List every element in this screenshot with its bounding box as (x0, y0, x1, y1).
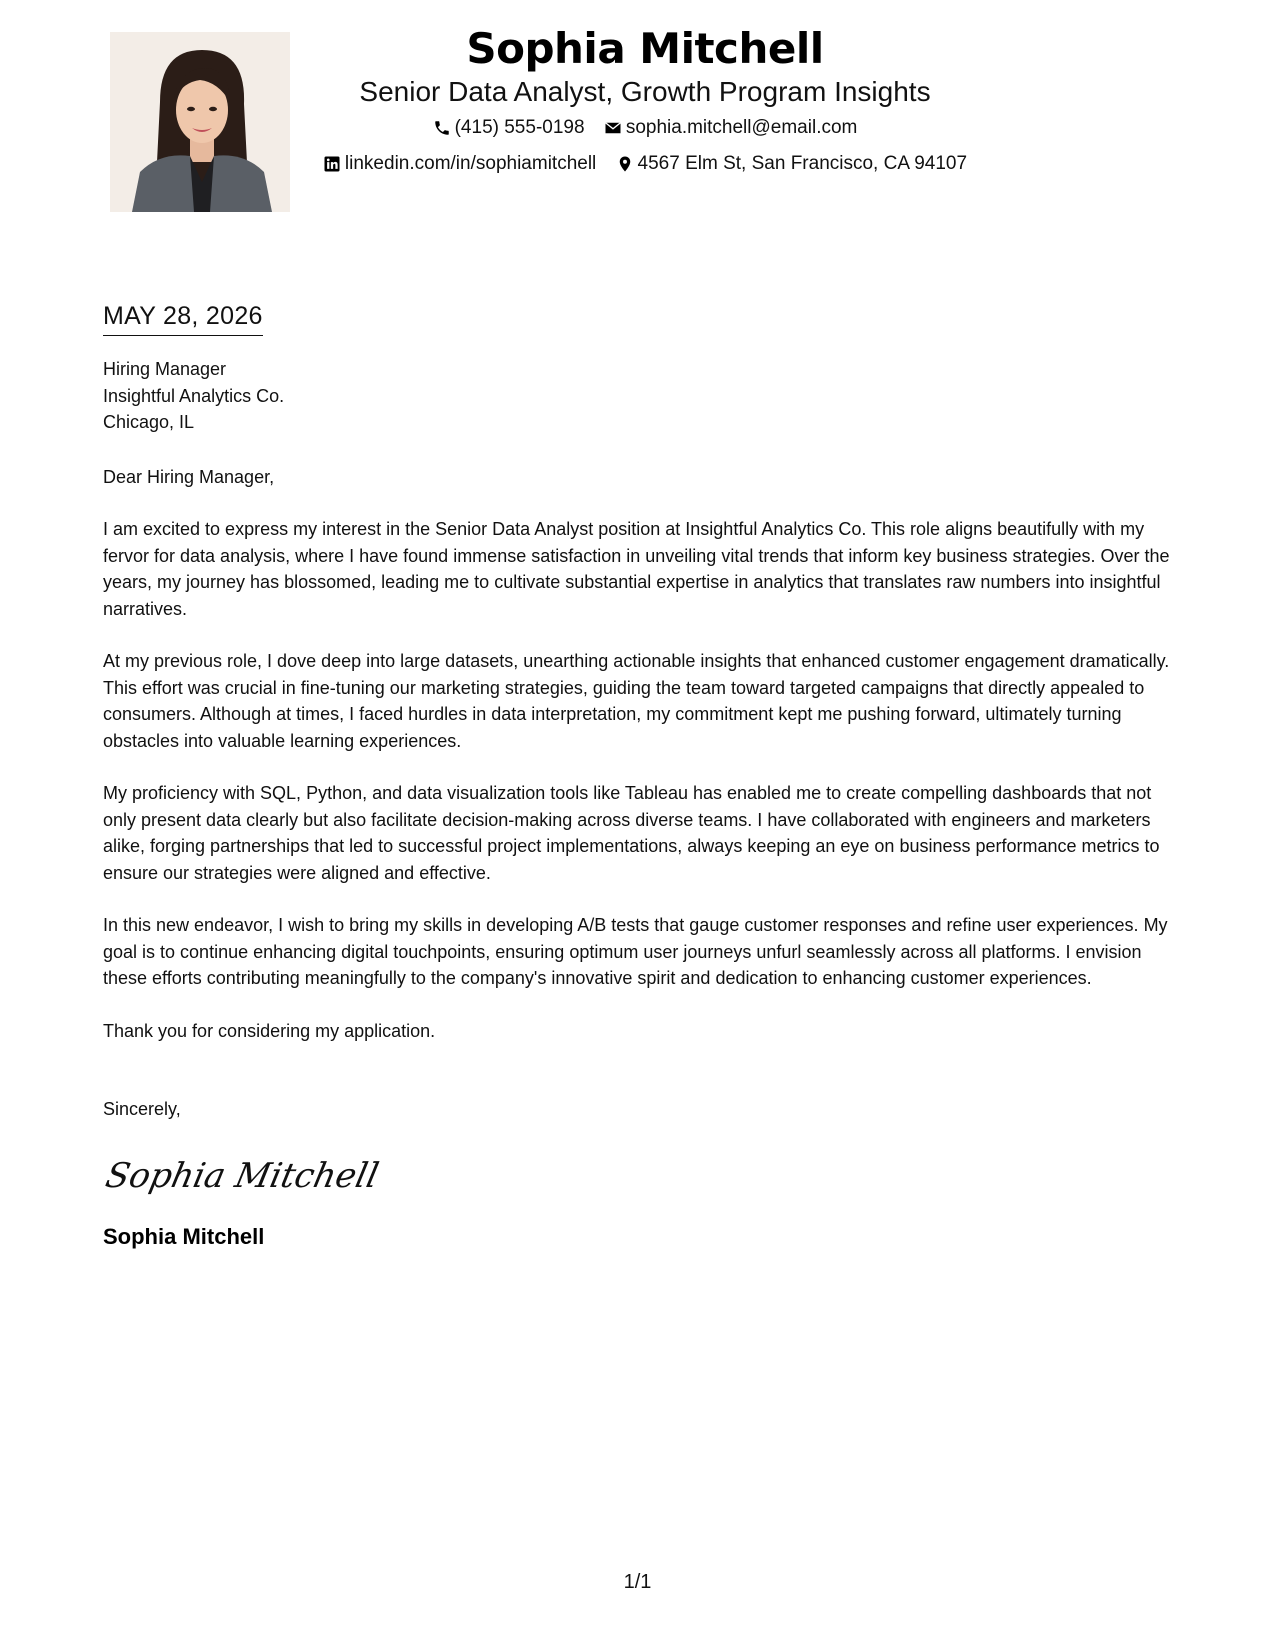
contact-row-primary (300, 116, 990, 144)
header (300, 20, 990, 180)
address-text: 4567 Elm St, San Francisco, CA 94107 (637, 153, 968, 174)
svg-text:Sophia Mitchell: Sophia Mitchell (102, 1155, 383, 1196)
body-paragraph: I am excited to express my interest in the Senior Data Analyst position at Insightful Analytics Co. This role aligns beautifully with my fervor for data analysis, where I have found immense satisfaction in unveiling vital trends that inform key business strategies. Over the years, my journey has blossomed, leading me to cultivate substantial expertise in analytics that translates raw numbers into insightful narratives. (103, 519, 1170, 619)
phone-text: (415) 555-0198 (454, 117, 585, 138)
body-paragraph: My proficiency with SQL, Python, and data visualization tools like Tableau has enabled me to create compelling dashboards that not only present data clearly but also facilitate decision-making across diverse teams. I have collaborated with engineers and marketers alike, forging partnerships that led to successful project implementations, always keeping an eye on business performance metrics to ensure our strategies were aligned and effective. (103, 783, 1160, 883)
recipient-line: Insightful Analytics Co. (103, 385, 285, 406)
applicant-title: Senior Data Analyst, Growth Program Insights (359, 76, 931, 107)
contact-row-secondary (300, 152, 990, 180)
contact-linkedin (323, 152, 596, 176)
letter-date: MAY 28, 2026 (103, 300, 263, 336)
signoff: Sincerely, (103, 1099, 181, 1119)
contact-email (604, 116, 858, 140)
page-number: 1/1 (623, 1571, 652, 1593)
closing-thanks: Thank you for considering my application. (103, 1020, 436, 1041)
linkedin-text: linkedin.com/in/sophiamitchell (344, 153, 597, 174)
contact-phone (433, 116, 585, 140)
phone-icon (433, 119, 451, 137)
handwritten-signature (102, 1145, 383, 1205)
recipient-line: Chicago, IL (103, 412, 195, 432)
location-icon (616, 155, 634, 173)
salutation: Dear Hiring Manager, (103, 466, 275, 487)
recipient-line: Hiring Manager (103, 359, 227, 379)
profile-photo (110, 32, 290, 212)
email-icon (604, 119, 622, 137)
signer-name: Sophia Mitchell (103, 1223, 265, 1249)
body-paragraph: At my previous role, I dove deep into large datasets, unearthing actionable insights that enhanced customer engagement dramatically. This effort was crucial in fine-tuning our marketing strategies, guiding the team toward targeted campaigns that directly appealed to consumers. Although at times, I faced hurdles in data interpretation, my commitment kept me pushing forward, ultimately turning obstacles into valuable learning experiences. (103, 651, 1170, 751)
recipient-block (103, 356, 1183, 436)
applicant-name: Sophia Mitchell (466, 24, 824, 73)
body-paragraph: In this new endeavor, I wish to bring my skills in developing A/B tests that gauge customer responses and refine user experiences. My goal is to continue enhancing digital touchpoints, ensuring optimum user journeys unfurl seamlessly across all platforms. I envision these efforts contributing meaningfully to the company's innovative spirit and dedication to enhancing customer experiences. (103, 915, 1168, 988)
linkedin-icon (323, 155, 341, 173)
email-text: sophia.mitchell@email.com (625, 117, 858, 138)
letter-body (103, 300, 1183, 1251)
contact-address (616, 152, 968, 176)
